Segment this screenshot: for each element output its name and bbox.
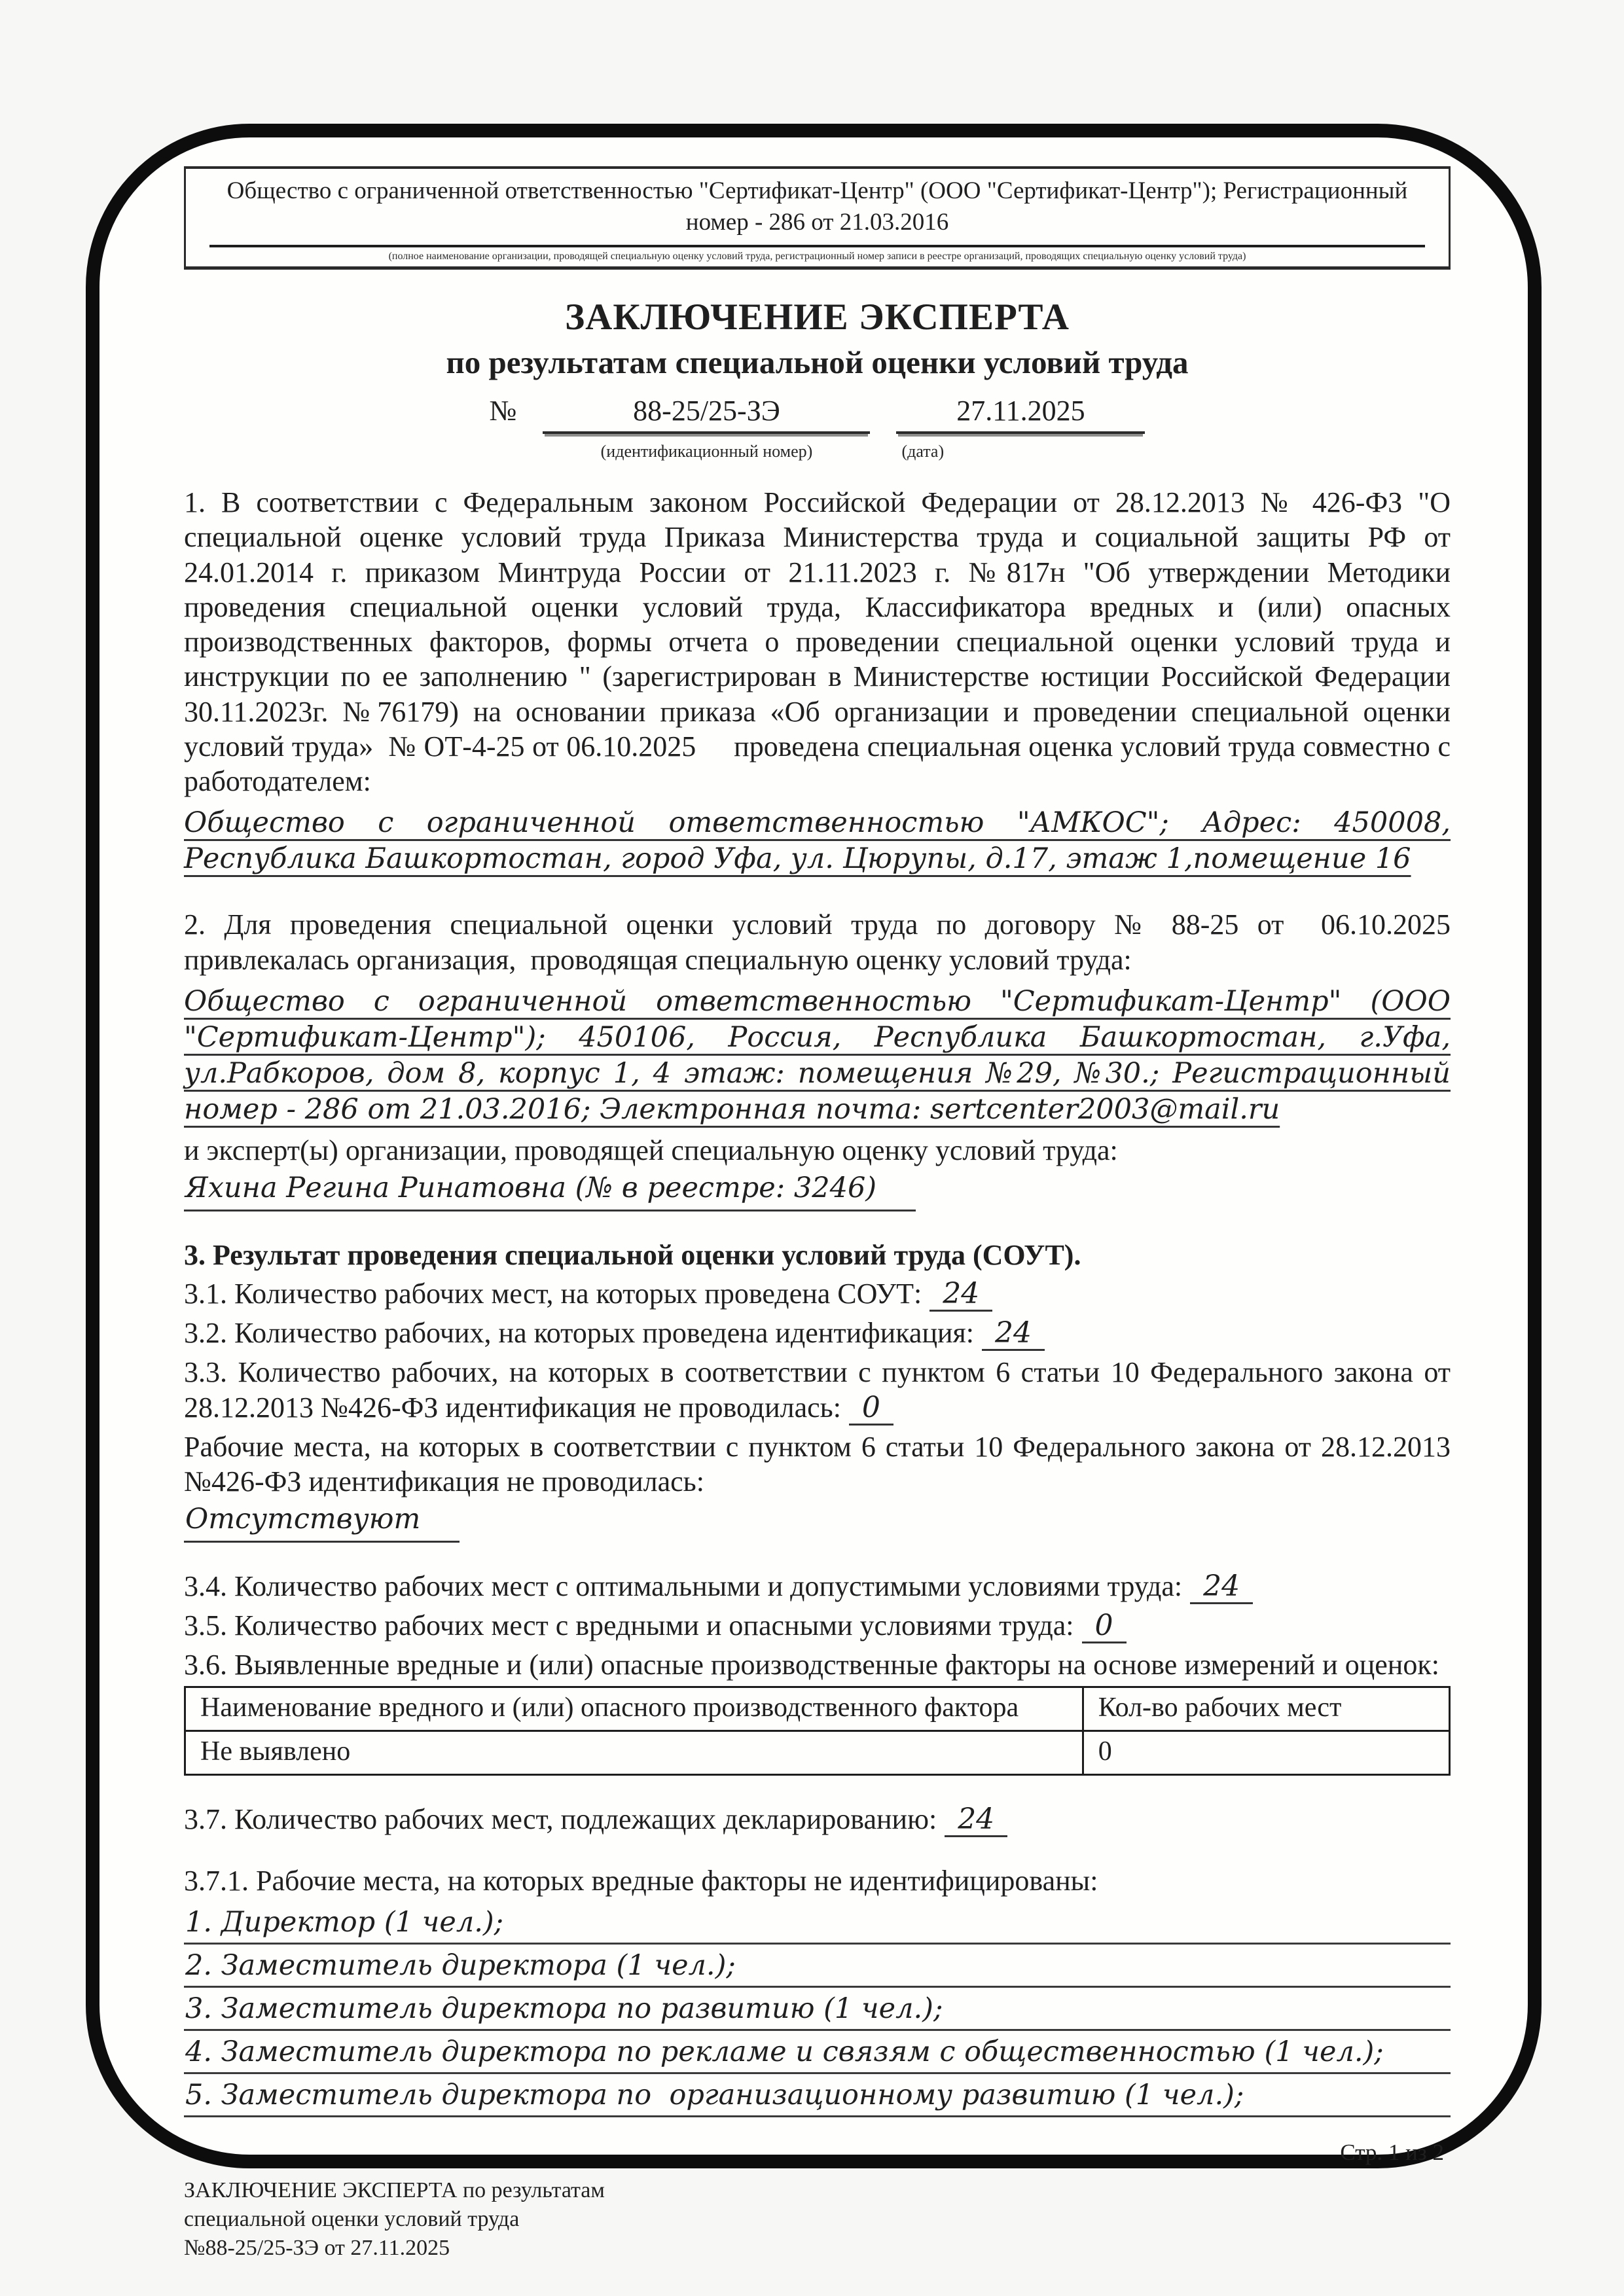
factors-table-header-count: Кол-во рабочих мест [1083, 1687, 1449, 1731]
item-3-7-1-label: 3.7.1. Рабочие места, на которых вредные факторы не идентифицированы: [184, 1865, 1098, 1897]
doc-date-field [896, 394, 1145, 461]
doc-number-value: 88-25/25-ЗЭ [543, 394, 870, 434]
experts-label: и эксперт(ы) организации, проводящей специальную оценку условий труда: [184, 1134, 1118, 1166]
factors-table-header-row [185, 1687, 1450, 1731]
list-item: 1. Директор (1 чел.); [184, 1901, 1451, 1945]
item-3-5 [184, 1608, 1451, 1643]
doc-date-value: 27.11.2025 [896, 394, 1145, 434]
item-3-3-label: 3.3. Количество рабочих, на которых в соответствии с пунктом 6 статьи 10 Федерального закона от 28.12.2013 №426-ФЗ идентификация не проводилась: [184, 1356, 1451, 1424]
organization-caption: (полное наименование организации, проводящей специальную оценку условий труда, регистрационный номер записи в реестре организаций, проводящих специальную оценку условий труда) [388, 251, 1246, 262]
item-3-4 [184, 1569, 1451, 1604]
number-sign: № [489, 395, 517, 427]
item-3-7-value: 24 [945, 1805, 1007, 1837]
item-3-6: 3.6. Выявленные вредные и (или) опасные производственные факторы на основе измерений и оценок: [184, 1649, 1439, 1681]
item-3-7 [184, 1802, 1451, 1837]
header-divider [209, 245, 1425, 247]
item-3-2-label: 3.2. Количество рабочих, на которых проведена идентификация: [184, 1317, 975, 1350]
item-3-1 [184, 1276, 1451, 1312]
factors-table-cell-count: 0 [1083, 1731, 1449, 1775]
item-3-5-value: 0 [1082, 1611, 1127, 1643]
footer-area [184, 2140, 1451, 2263]
workplaces-list [184, 1901, 1451, 2117]
doc-number-caption: (идентификационный номер) [600, 442, 813, 461]
paragraph-2: 2. Для проведения специальной оценки условий труда по договору № 88-25 от 06.10.2025 привлекалась организация, проводящая специальную оценку условий труда: [184, 908, 1451, 976]
footer-line-1: ЗАКЛЮЧЕНИЕ ЭКСПЕРТА по результатам [184, 2178, 605, 2202]
table-row [185, 1731, 1450, 1775]
item-3-3 [184, 1355, 1451, 1425]
item-3-2 [184, 1316, 1451, 1351]
item-3-3-note-value: Отсутствуют [184, 1501, 460, 1543]
page-number-label: Стр. 1 из 2 [1340, 2139, 1444, 2165]
item-3-4-value: 24 [1190, 1572, 1253, 1604]
document-subtitle: по результатам специальной оценки условий труда [446, 344, 1189, 381]
organization-header-box [184, 166, 1451, 270]
doc-date-caption: (дата) [901, 442, 945, 461]
item-3-1-value: 24 [929, 1280, 992, 1312]
list-item: 4. Заместитель директора по рекламе и связям с общественностью (1 чел.); [184, 2031, 1451, 2074]
expert-name-fill-value: Яхина Регина Ринатовна (№ в реестре: 3246) [184, 1170, 916, 1211]
organization-name: Общество с ограниченной ответственностью "Сертификат-Центр" (ООО "Сертификат-Центр"); Регистрационный номер - 286 от 21.03.2016 [226, 177, 1408, 236]
doc-number-field [543, 394, 870, 461]
item-3-1-label: 3.1. Количество рабочих мест, на которых проведена СОУТ: [184, 1278, 922, 1310]
employer-fill-value: Общество с ограниченной ответственностью "АМКОС"; Адрес: 450008, Республика Башкортостан, город Уфа, ул. Цюрупы, д.17, этаж 1,помещение 16 [184, 806, 1451, 876]
item-3-3-note: Рабочие места, на которых в соответствии с пунктом 6 статьи 10 Федерального закона от 28.12.2013 №426-ФЗ идентификация не проводилась: [184, 1430, 1451, 1498]
document-title: ЗАКЛЮЧЕНИЕ ЭКСПЕРТА [565, 296, 1070, 338]
list-item: 5. Заместитель директора по организационному развитию (1 чел.); [184, 2074, 1451, 2117]
factors-table-cell-factor: Не выявлено [185, 1731, 1083, 1775]
factors-table-header-factor: Наименование вредного и (или) опасного производственного фактора [185, 1687, 1083, 1731]
item-3-3-value: 0 [849, 1393, 893, 1426]
list-item: 2. Заместитель директора (1 чел.); [184, 1945, 1451, 1988]
paragraph-1: 1. В соответствии с Федеральным законом Российской Федерации от 28.12.2013 № 426-ФЗ "О специальной оценке условий труда Приказа Министерства труда и социальной защиты РФ от 24.01.2014 г. приказом Минтруда России от 21.11.2023 г. №817н "Об утверждении Методики проведения специальной оценки условий труда, Классификатора вредных и (или) опасных производственных факторов, формы отчета о проведении специальной оценки условий труда и инструкции по ее заполнению " (зарегистрирован в Министерстве юстиции Российской Федерации 30.11.2023г. №76179) на основании приказа «Об организации и проведении специальной оценки условий труда» № ОТ-4-25 от 06.10.2025 проведена специальная оценка условий труда совместно с работодателем: [184, 486, 1451, 798]
item-3-7-label: 3.7. Количество рабочих мест, подлежащих декларированию: [184, 1803, 937, 1836]
section-3-heading: 3. Результат проведения специальной оценки условий труда (СОУТ). [184, 1239, 1081, 1272]
item-3-5-label: 3.5. Количество рабочих мест с вредными и опасными условиями труда: [184, 1609, 1074, 1642]
item-3-2-value: 24 [982, 1319, 1045, 1351]
assessing-organization-fill-value: Общество с ограниченной ответственностью "Сертификат-Центр" (ООО "Сертификат-Центр"); 450106, Россия, Республика Башкортостан, г.Уфа, ул.Рабкоров, дом 8, корпус 1, 4 этаж: помещения №29, №30.; Регистрационный номер - 286 от 21.03.2016; Электронная почта: sertcenter2003@mail.ru [184, 984, 1451, 1126]
list-item: 3. Заместитель директора по развитию (1 чел.); [184, 1988, 1451, 2031]
footer-line-3: №88-25/25-ЗЭ от 27.11.2025 [184, 2235, 450, 2260]
footer-block [184, 2176, 1451, 2263]
document-border-frame [86, 124, 1542, 2260]
item-3-4-label: 3.4. Количество рабочих мест с оптимальными и допустимыми условиями труда: [184, 1570, 1183, 1603]
document-number-row [184, 394, 1451, 461]
document-content [99, 137, 1528, 2260]
footer-line-2: специальной оценки условий труда [184, 2206, 520, 2231]
factors-table [184, 1686, 1451, 1776]
